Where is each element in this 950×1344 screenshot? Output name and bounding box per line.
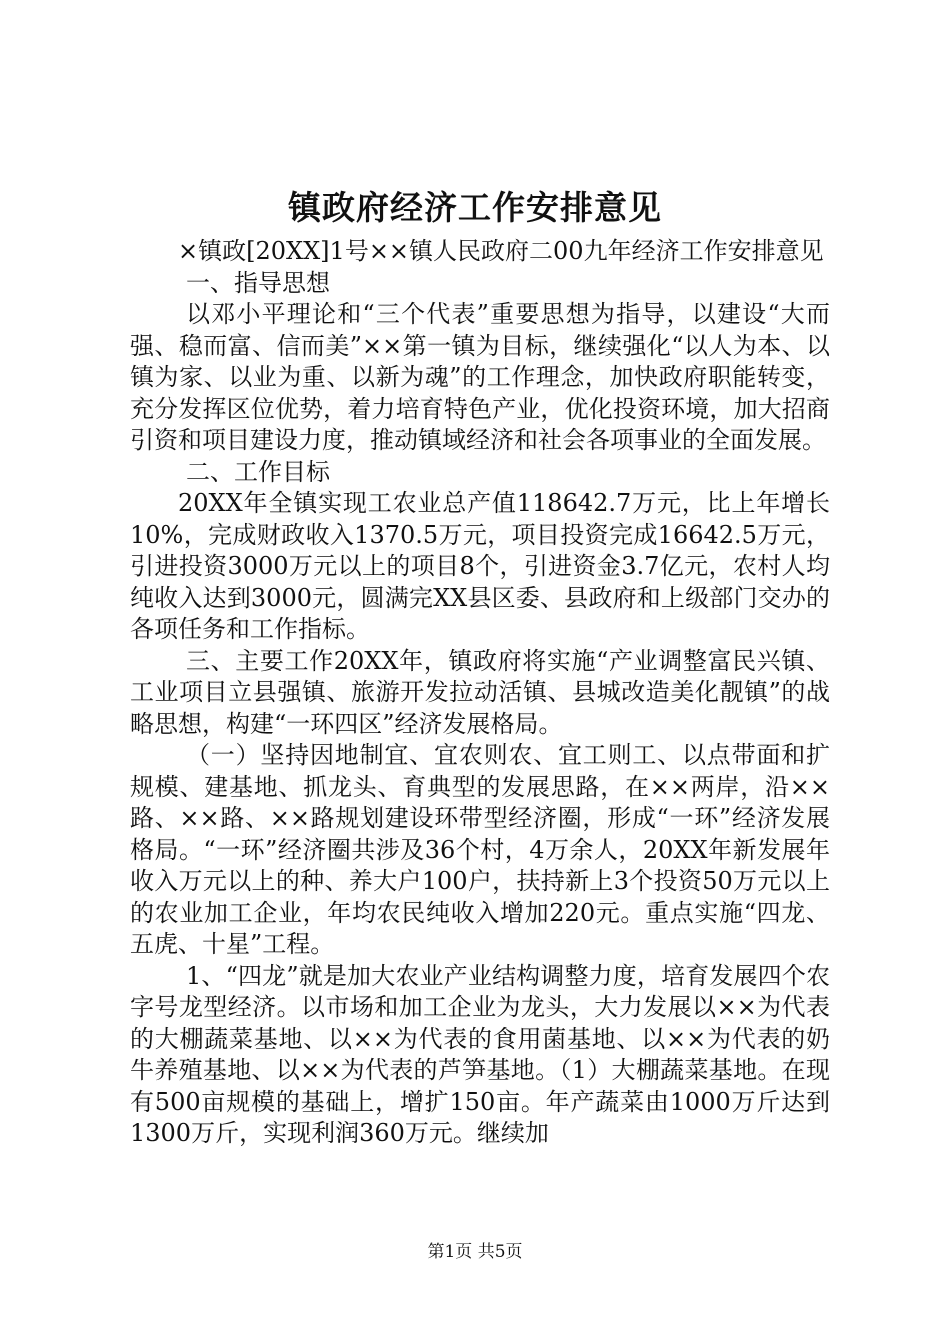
page-footer: 第1页 共5页 xyxy=(427,1242,523,1262)
document-body xyxy=(130,236,830,1150)
section-heading-guiding-thought: 一、指导思想 xyxy=(186,268,330,297)
document-title: 镇政府经济工作安排意见 xyxy=(288,188,662,227)
paragraph-guiding-thought: 以邓小平理论和“三个代表”重要思想为指导，以建设“大而强、稳而富、信而美”××第一镇为目标，继续强化“以人为本、以镇为家、以业为重、以新为魂”的工作理念，加快政府职能转变，充分发挥区位优势，着力培育特色产业，优化投资环境，加大招商引资和项目建设力度，推动镇域经济和社会各项事业的全面发展。 xyxy=(130,300,830,454)
section-heading-work-goals: 二、工作目标 xyxy=(186,457,330,486)
paragraph-work-goals: 20XX年全镇实现工农业总产值118642.7万元，比上年增长10%，完成财政收入1370.5万元，项目投资完成16642.5万元，引进投资3000万元以上的项目8个，引进资金3.7亿元，农村人均纯收入达到3000元，圆满完XX县区委、县政府和上级部门交办的各项任务和工作指标。 xyxy=(130,489,830,643)
document-reference-line: ×镇政[20XX]1号××镇人民政府二00九年经济工作安排意见 xyxy=(178,237,824,265)
paragraph-one-ring: （一）坚持因地制宜、宜农则农、宜工则工、以点带面和扩规模、建基地、抓龙头、育典型的发展思路，在××两岸，沿××路、××路、××路规划建设环带型经济圈，形成“一环”经济发展格局。“一环”经济圈共涉及36个村，4万余人，20XX年新发展年收入万元以上的种、养大户100户，扶持新上3个投资50万元以上的农业加工企业，年均农民纯收入增加220元。重点实施“四龙、五虎、十星”工程。 xyxy=(130,741,830,958)
paragraph-main-work: 三、主要工作20XX年，镇政府将实施“产业调整富民兴镇、工业项目立县强镇、旅游开发拉动活镇、县城改造美化靓镇”的战略思想，构建“一环四区”经济发展格局。 xyxy=(130,646,830,738)
paragraph-four-dragons: 1、“四龙”就是加大农业产业结构调整力度，培育发展四个农字号龙型经济。以市场和加工企业为龙头，大力发展以××为代表的大棚蔬菜基地、以××为代表的食用菌基地、以××为代表的奶牛养殖基地、以××为代表的芦笋基地。（1）大棚蔬菜基地。在现有500亩规模的基础上，增扩150亩。年产蔬菜由1000万斤达到1300万斤，实现利润360万元。继续加 xyxy=(130,961,830,1147)
